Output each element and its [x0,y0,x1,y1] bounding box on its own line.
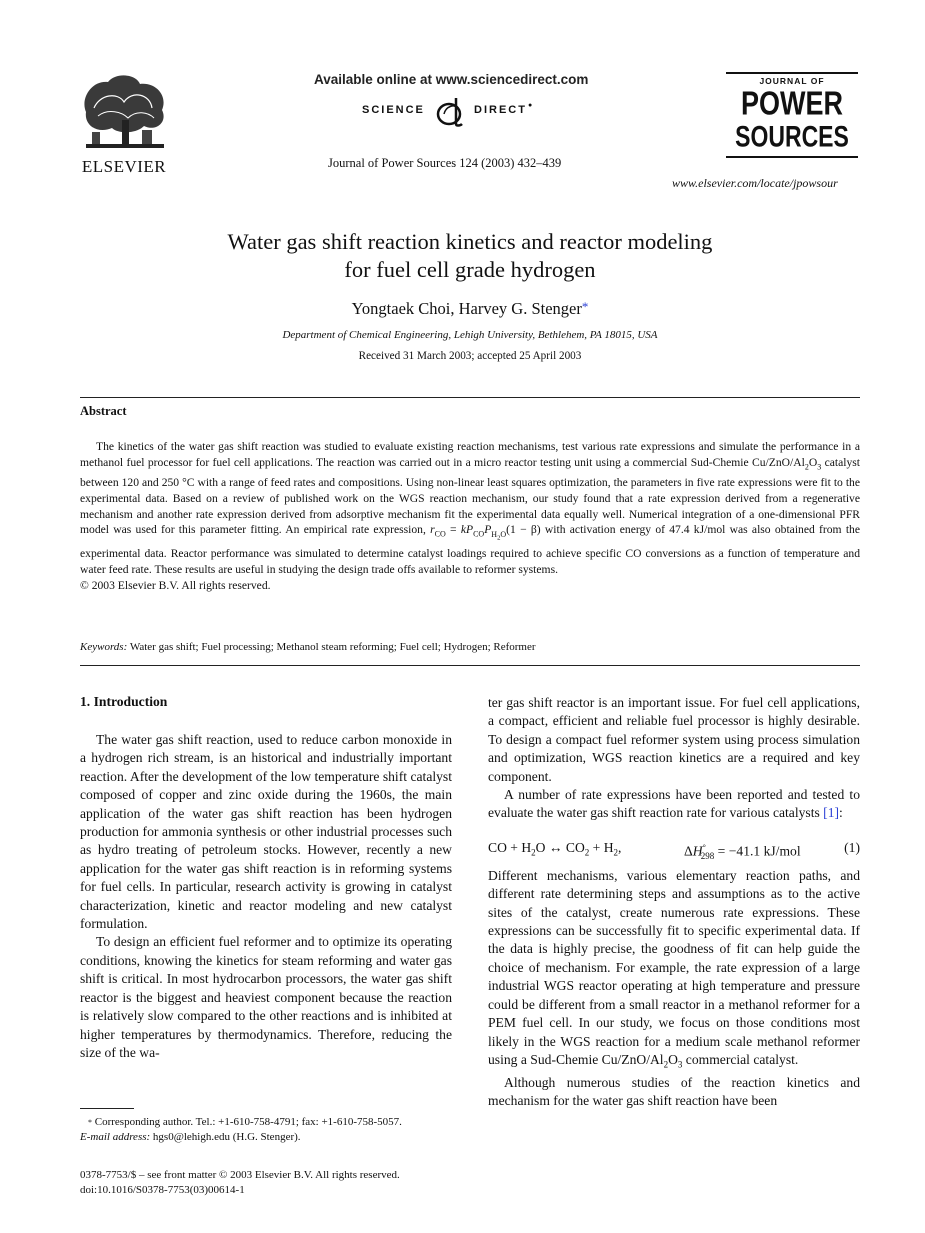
equation-number: (1) [844,839,860,855]
affiliation: Department of Chemical Engineering, Lehigh University, Bethlehem, PA 18015, USA [282,329,658,341]
journal-citation: Journal of Power Sources 124 (2003) 432–439 [328,156,562,170]
rate-expression: $r_{CO} = kP_{CO}P_{H_2O}(1 - \beta)$ [430,523,541,542]
footnote [80,1115,460,1145]
intro-paragraph-3-end: : [839,805,843,821]
abstract-text-a: The kinetics of the water gas shift reaction was studied to evaluate existing reaction mechanisms, test various rate expressions and simulate the performance in a methanol fuel processor for fuel cell applications. The reaction was carried out in a micro reactor testing unit using a commercial Sud-Chemie Cu/ZnO/Al [80,440,860,469]
elsevier-wordmark: ELSEVIER [81,157,167,176]
abstract-text-c: with activation energy of 47.4 kJ/mol was also obtained from the experimental data. Reactor performance was simulated to determine catalyst loadings required to achieve specific CO conversions as a function of temperature and water feed rate. These results are useful in studying the design trade offs available to reformer systems. [80,523,860,576]
keywords-list: Water gas shift; Fuel processing; Methanol steam reforming; Fuel cell; Hydrogen; Reformer [129,641,536,653]
footnote-mark: * [88,1118,92,1127]
intro-paragraph-5: Although numerous studies of the reaction kinetics and mechanism for the water gas shift reaction have been [488,1075,860,1109]
direct-word: DIRECT [474,104,527,116]
doi-line[interactable]: doi:10.1016/S0378-7753(03)00614-1 [80,1184,245,1196]
intro-paragraph-3 [488,786,860,823]
intro-paragraph-1: The water gas shift reaction, used to reduce carbon monoxide in a hydrogen rich stream, is an historical and industrially important reaction. After the development of the low temperature shift catalyst composed of copper and zinc oxide during the 1960s, the main application of the water gas shift reaction has been hydrogen production for ammonia synthesis or other industrial processes such as hydro treating of petroleum stocks. However, recently a new application for the water gas shift reaction is in reforming systems for fuel cells. In particular, research activity is growing in catalyst characterization, kinetic and reactor modeling and new catalyst formulation. [80,732,452,932]
intro-paragraph-3-text: A number of rate expressions have been reported and tested to evaluate the water gas shift reaction rate for various catalysts [488,787,860,821]
abstract-body: The kinetics of the water gas shift reaction was studied to evaluate existing reaction mechanisms, test various rate expressions and simulate the performance in a methanol fuel processor for fuel cell applications. The reaction was carried out in a micro reactor testing unit using a commercial Sud-Chemie $Cu/ZnO/Al_2O_3$ catalyst between 120 and 250 °C with a range of feed rates and compositions. Using non-linear least squares optimization, the parameters in five rate expressions were fit to the experimental data. Based on a review of published work on the WGS reaction mechanism, our study found that a rate expression derived from a regenerative mechanism and another rate expression derived from adsorptive mechanism fit the experimental data equally well. Numerical integration of a one-dimensional PFR model was used for this parameter fitting. An empirical rate expression, $r_{CO} = kP_{CO}P_{H_2O}(1 - \beta)$ with activation energy of 47.4 kJ/mol was also obtained from the experimental data. Reactor performance was simulated to determine catalyst loadings required to achieve specific CO conversions as a function of temperature and water feed rate. These results are useful in studying the design trade offs available to reformer systems. © 2003 Elsevier B.V. All rights reserved. [80,440,860,592]
sciencedirect-d-icon [432,94,470,128]
power-label: POWER [740,84,843,122]
equation-1 [488,831,860,867]
right-column [488,694,860,1111]
journal-url[interactable]: www.elsevier.com/locate/jpowsour [672,176,838,190]
equation-reaction: CO + $H_2O$ ↔ $CO_2 + H_2$, [488,839,622,858]
email-label: E-mail address: [80,1131,151,1143]
authors [80,299,860,319]
registered-mark-icon: ● [528,102,533,109]
article-title [80,228,860,284]
keywords-label: Keywords: [80,641,128,653]
email-address[interactable]: hgs0@lehigh.edu (H.G. Stenger). [152,1131,301,1143]
intro-paragraph-4-text: Different mechanisms, various elementary reaction paths, and different rate determining steps and assumptions as to the active sites of the catalyst, create numerous rate expressions. These expressions can be successfully fit to specific experimental data. If the data is highly precise, the goodness of fit can help guide the choice of mechanism. For example, the rate expression of a large industrial WGS reactor operating at high temperature and pressure could be different from a small reactor in a methanol reformer for a PEM fuel cell. In our study, we focus on those conditions most likely in the WGS reaction for a medium scale methanol reformer using a Sud-Chemie Cu/ZnO/Al [488,867,860,1067]
intro-heading: 1. Introduction [80,694,168,709]
abstract-heading: Abstract [80,404,127,418]
intro-paragraph-4: Different mechanisms, various elementary reaction paths, and different rate determining steps and assumptions as to the active sites of the catalyst, create numerous rate expressions. These expressions can be successfully fit to specific experimental data. If the data is highly precise, the goodness of fit can help guide the choice of mechanism. For example, the rate expression of a large industrial WGS reactor operating at high temperature and pressure could be different from a small reactor in a methanol reformer for a PEM fuel cell. In our study, we focus on those conditions most likely in the WGS reaction for a medium scale methanol reformer using a Sud-Chemie $Cu/ZnO/Al_2O_3$ commercial catalyst. [488,867,860,1070]
left-column [80,731,452,1062]
abstract-copyright: © 2003 Elsevier B.V. All rights reserved. [80,578,271,592]
page-footer [80,1168,400,1198]
intro-paragraph-2: To design an efficient fuel reformer and to optimize its operating conditions, knowing the kinetics for steam reforming and water gas shift is critical. In most hydrocarbon processors, the water gas shift reactor is the biggest and heaviest component because the reaction is relatively slow compared to the other reactions and is inhibited at higher temperatures by thermodynamics. Therefore, reducing the size of the wa- [80,934,452,1060]
abstract-text-b: catalyst between 120 and 250 °C with a range of feed rates and compositions. Using non-linear least squares optimization, the parameters in five rate expressions were fit to the experimental data. Based on a review of published work on the WGS reaction mechanism, our study found that a rate expression derived from a regenerative mechanism and another rate expression derived from adsorptive mechanism fit the experimental data equally well. Numerical integration of a one-dimensional PFR model was used for this parameter fitting. An empirical rate expression, [80,455,860,537]
keywords [80,641,860,653]
footnote-rule [80,1108,134,1109]
journal-of-label: JOURNAL OF [759,76,825,86]
title-line-2: for fuel cell grade hydrogen [344,257,596,282]
abstract-top-rule [80,397,860,398]
journal-logo [726,72,858,172]
author-names: Yongtaek Choi, Harvey G. Stenger [351,299,582,318]
reference-1-link[interactable]: [1] [823,805,840,821]
elsevier-tree-icon [78,72,170,150]
title-line-1: Water gas shift reaction kinetics and reactor modeling [227,229,713,254]
issn-line: 0378-7753/$ – see front matter © 2003 Elsevier B.V. All rights reserved. [80,1169,400,1181]
intro-paragraph-2-continued: ter gas shift reactor is an important issue. For fuel cell applications, a compact, efficient and reliable fuel processor is highly desirable. To design a compact fuel reformer system using process simulation and optimization, WGS reaction kinetics are a required and key component. [488,695,860,784]
abstract-bottom-rule [80,665,860,666]
sciencedirect-logo [362,94,572,128]
footnote-corresponding: Corresponding author. Tel.: +1-610-758-4791; fax: +1-610-758-5057. [94,1116,402,1128]
corresponding-author-mark[interactable]: * [581,299,589,314]
intro-paragraph-4-end: commercial catalyst. [682,1051,799,1067]
elsevier-logo [78,72,170,176]
available-online: Available online at www.sciencedirect.com [314,72,589,87]
science-word: SCIENCE [362,104,425,116]
equation-enthalpy: $\Delta H^\circ_{298} = -41.1$ kJ/mol [684,842,801,862]
received-dates: Received 31 March 2003; accepted 25 April 2003 [358,350,582,362]
sources-label: SOURCES [735,119,849,154]
